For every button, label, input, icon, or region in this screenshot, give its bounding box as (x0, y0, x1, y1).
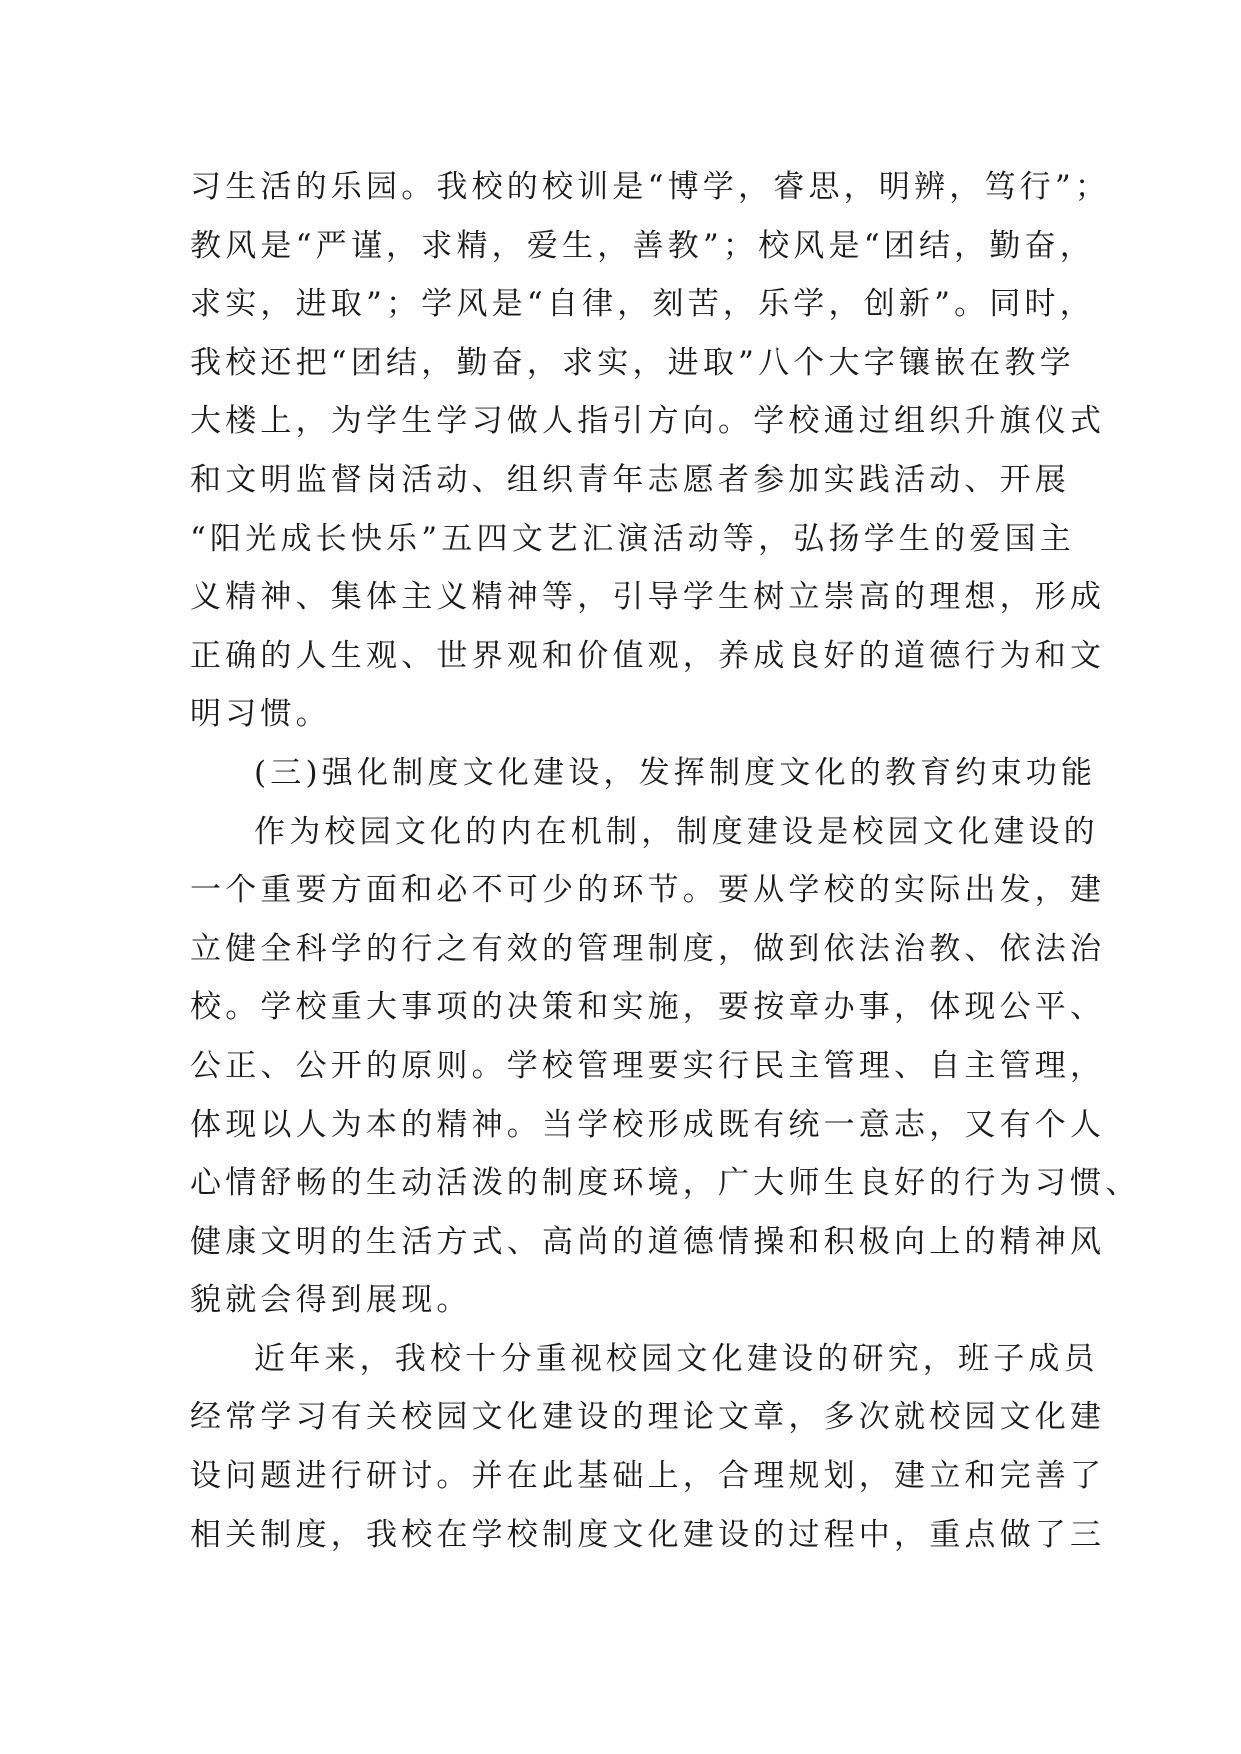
body-text (190, 158, 1141, 1564)
text-line: 我校还把“团结，勤奋，求实，进取”八个大字镶嵌在教学 (190, 344, 1075, 381)
text-line: 义精神、集体主义精神等，引导学生树立崇高的理想，形成 (190, 579, 1106, 616)
text-line: 和文明监督岗活动、组织青年志愿者参加实践活动、开展 (190, 461, 1070, 498)
text-line: 貌就会得到展现。 (190, 1282, 472, 1319)
text-line: 立健全科学的行之有效的管理制度，做到依法治教、依法治 (190, 930, 1106, 967)
text-line: 体现以人为本的精神。当学校形成既有统一意志，又有个人 (190, 1106, 1106, 1143)
section-heading: (三)强化制度文化建设，发挥制度文化的教育约束功能 (254, 754, 1097, 791)
paragraph-first-line: 作为校园文化的内在机制，制度建设是校园文化建设的 (254, 813, 1099, 850)
text-line: 心情舒畅的生动活泼的制度环境，广大师生良好的行为习惯、 (190, 1165, 1141, 1202)
text-line: 明习惯。 (190, 696, 331, 733)
text-line: 经常学习有关校园文化建设的理论文章，多次就校园文化建 (190, 1399, 1106, 1436)
text-line: 正确的人生观、世界观和价值观，养成良好的道德行为和文 (190, 637, 1106, 674)
text-line: 大楼上，为学生学习做人指引方向。学校通过组织升旗仪式 (190, 403, 1106, 440)
text-line: 公正、公开的原则。学校管理要实行民主管理、自主管理， (190, 1047, 1106, 1084)
text-line: 相关制度，我校在学校制度文化建设的过程中，重点做了三 (190, 1516, 1106, 1553)
text-line: 校。学校重大事项的决策和实施，要按章办事，体现公平、 (190, 989, 1106, 1026)
text-line: 一个重要方面和必不可少的环节。要从学校的实际出发，建 (190, 872, 1106, 909)
text-line: 教风是“严谨，求精，爱生，善教”；校风是“团结，勤奋， (190, 227, 1095, 264)
text-line: 求实，进取”；学风是“自律，刻苦，乐学，创新”。同时， (190, 286, 1095, 323)
paragraph-first-line: 近年来，我校十分重视校园文化建设的研究，班子成员 (254, 1340, 1099, 1377)
text-line: 健康文明的生活方式、高尚的道德情操和积极向上的精神风 (190, 1223, 1106, 1260)
text-line: 设问题进行研讨。并在此基础上，合理规划，建立和完善了 (190, 1458, 1106, 1495)
text-line: “阳光成长快乐”五四文艺汇演活动等，弘扬学生的爱国主 (190, 520, 1075, 557)
text-line: 习生活的乐园。我校的校训是“博学，睿思，明辨，笃行”； (190, 169, 1111, 205)
